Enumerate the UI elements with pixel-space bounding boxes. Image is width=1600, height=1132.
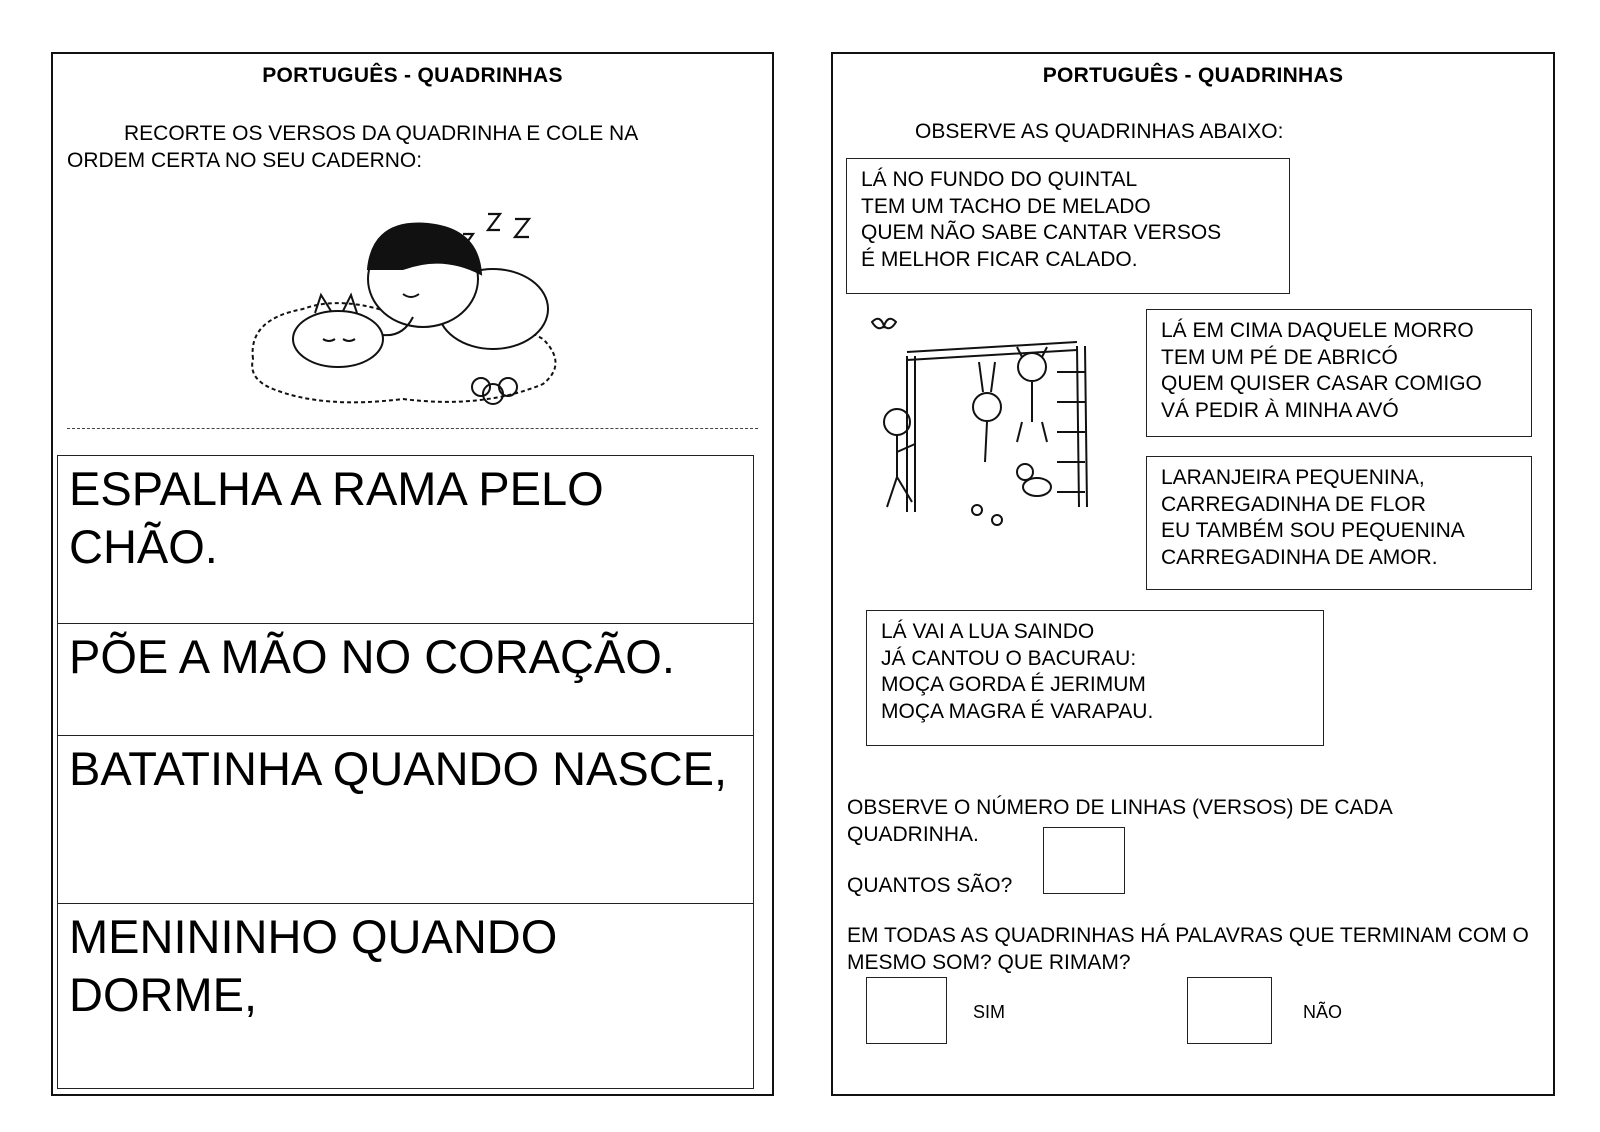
- verse-line: LÁ EM CIMA DAQUELE MORRO: [1161, 319, 1474, 342]
- verse-line: TEM UM TACHO DE MELADO: [861, 194, 1151, 218]
- playground-illustration: [857, 312, 1127, 542]
- verse-strip[interactable]: [58, 736, 753, 904]
- right-title: PORTUGUÊS - QUADRINHAS: [1042, 64, 1344, 87]
- verse-strip[interactable]: [58, 456, 753, 624]
- question-lines-count: OBSERVE O NÚMERO DE LINHAS (VERSOS) DE CADA QUADRINHA.: [847, 796, 1392, 846]
- verse-line: QUEM NÃO SABE CANTAR VERSOS: [861, 221, 1222, 244]
- quadrinha-box-3: [1146, 456, 1532, 590]
- verse-strip[interactable]: [58, 904, 753, 1090]
- verse-line: VÁ PEDIR À MINHA AVÓ: [1161, 398, 1399, 422]
- question-rhyme: EM TODAS AS QUADRINHAS HÁ PALAVRAS QUE TERMINAM COM O MESMO SOM? QUE RIMAM?: [847, 924, 1529, 974]
- verse-text: ESPALHA A RAMA PELO CHÃO.: [69, 462, 604, 573]
- verse-line: EU TAMBÉM SOU PEQUENINA: [1161, 519, 1465, 542]
- quadrinha-box-2: [1146, 309, 1532, 437]
- verse-line: LÁ NO FUNDO DO QUINTAL: [861, 168, 1138, 191]
- question-how-many: QUANTOS SÃO?: [847, 874, 1013, 897]
- verse-line: QUEM QUISER CASAR COMIGO: [1161, 372, 1482, 395]
- answer-yes-box[interactable]: [866, 977, 947, 1044]
- verse-line: JÁ CANTOU O BACURAU:: [881, 646, 1137, 670]
- answer-no-box[interactable]: [1187, 977, 1272, 1044]
- verse-line: CARREGADINHA DE AMOR.: [1161, 545, 1438, 569]
- cut-instruction: RECORTE OS VERSOS DA QUADRINHA E COLE NA ORDEM CERTA NO SEU CADERNO:: [67, 122, 638, 172]
- quadrinha-box-4: [866, 610, 1324, 746]
- left-title: PORTUGUÊS - QUADRINHAS: [262, 64, 563, 87]
- right-worksheet: [831, 52, 1555, 1096]
- verse-line: CARREGADINHA DE FLOR: [1161, 492, 1426, 516]
- cut-line: [67, 428, 758, 429]
- option-no-label: NÃO: [1303, 1002, 1343, 1022]
- verse-line: MOÇA MAGRA É VARAPAU.: [881, 699, 1154, 723]
- verse-strip[interactable]: [58, 624, 753, 736]
- quadrinha-box-1: [846, 158, 1290, 294]
- sleeping-child-illustration: [243, 199, 573, 419]
- verse-text: MENININHO QUANDO DORME,: [69, 910, 558, 1021]
- verse-text: BATATINHA QUANDO NASCE,: [69, 742, 728, 795]
- verse-strips: [57, 455, 754, 1089]
- left-worksheet: [51, 52, 774, 1096]
- verse-line: É MELHOR FICAR CALADO.: [861, 247, 1138, 271]
- verse-line: LARANJEIRA PEQUENINA,: [1161, 466, 1425, 489]
- verse-line: MOÇA GORDA É JERIMUM: [881, 673, 1146, 696]
- verse-line: TEM UM PÉ DE ABRICÓ: [1161, 345, 1398, 369]
- verse-text: PÕE A MÃO NO CORAÇÃO.: [69, 630, 675, 683]
- answer-count-box[interactable]: [1043, 827, 1125, 894]
- verse-line: LÁ VAI A LUA SAINDO: [881, 620, 1095, 643]
- observe-instruction: OBSERVE AS QUADRINHAS ABAIXO:: [915, 120, 1284, 143]
- option-yes-label: SIM: [973, 1002, 1006, 1022]
